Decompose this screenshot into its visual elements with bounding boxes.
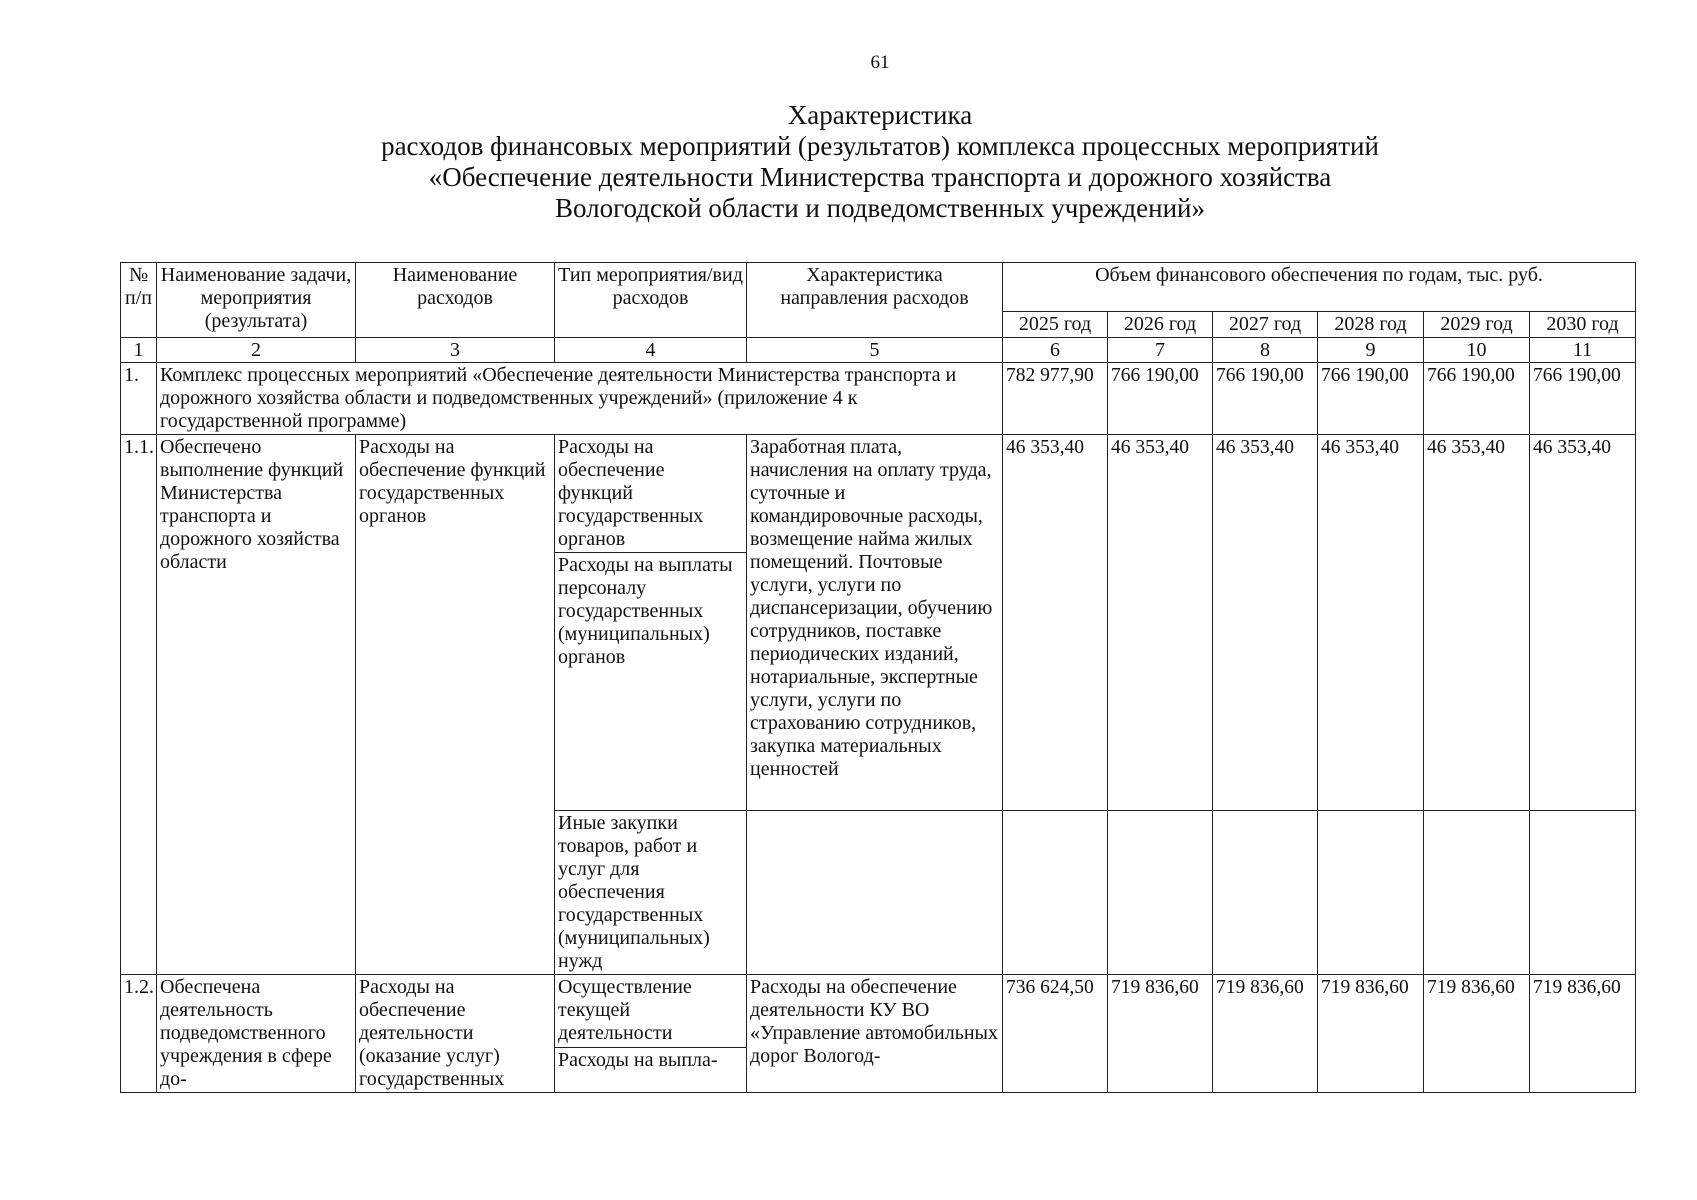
value-cell: 782 977,90 (1003, 363, 1108, 435)
column-number: 7 (1108, 338, 1213, 363)
header-num: № п/п (121, 263, 157, 338)
column-number: 8 (1213, 338, 1318, 363)
value-cell: 46 353,40 (1530, 435, 1636, 811)
header-year: 2030 год (1530, 312, 1636, 338)
column-number: 6 (1003, 338, 1108, 363)
row-event-type: Расходы на выпла- (555, 1048, 747, 1093)
title-line-1: Характеристика (787, 100, 973, 130)
expenses-table (120, 262, 1636, 1093)
row-expense-name: Расходы на обеспечение функций государственных органов (356, 435, 555, 975)
header-year: 2029 год (1424, 312, 1530, 338)
header-expense-name: Наименование расходов (356, 263, 555, 338)
document-title (240, 100, 1520, 224)
value-cell: 766 190,00 (1318, 363, 1424, 435)
row-expense-name: Расходы на обеспечение деятельности (оказание услуг) государственных (356, 975, 555, 1093)
column-number: 3 (356, 338, 555, 363)
empty-cell (747, 811, 1003, 975)
value-cell: 719 836,60 (1213, 975, 1318, 1093)
column-number: 4 (555, 338, 747, 363)
value-cell: 719 836,60 (1424, 975, 1530, 1093)
row-event-type: Осуществление текущей деятельности (555, 975, 747, 1048)
value-cell: 46 353,40 (1003, 435, 1108, 811)
column-number: 9 (1318, 338, 1424, 363)
value-cell: 766 190,00 (1424, 363, 1530, 435)
column-number: 5 (747, 338, 1003, 363)
value-cell: 46 353,40 (1318, 435, 1424, 811)
header-funding: Объем финансового обеспечения по годам, тыс. руб. (1003, 263, 1636, 312)
empty-cell (1003, 811, 1108, 975)
row-num: 1.1. (121, 435, 157, 975)
header-year: 2026 год (1108, 312, 1213, 338)
row-event-type: Иные закупки товаров, работ и услуг для обеспечения государственных (муниципальных) нужд (555, 811, 747, 975)
value-cell: 46 353,40 (1213, 435, 1318, 811)
value-cell: 736 624,50 (1003, 975, 1108, 1093)
table-row (121, 363, 1636, 435)
column-number: 1 (121, 338, 157, 363)
value-cell: 766 190,00 (1530, 363, 1636, 435)
value-cell: 719 836,60 (1318, 975, 1424, 1093)
header-row (121, 263, 1636, 312)
row-direction: Расходы на обеспечение деятельности КУ ВО «Управление автомобильных дорог Вологод- (747, 975, 1003, 1093)
title-line-3: «Обеспечение деятельности Министерства транспорта и дорожного хозяйства (428, 162, 1332, 192)
row-num: 1. (121, 363, 157, 435)
row-task: Обеспечена деятельность подведомственного учреждения в сфере до- (157, 975, 356, 1093)
column-number: 11 (1530, 338, 1636, 363)
row-event-type: Расходы на выплаты персоналу государственных (муниципальных) органов (555, 553, 747, 811)
empty-cell (1213, 811, 1318, 975)
row-direction: Заработная плата, начисления на оплату труда, суточные и командировочные расходы, возмещение найма жилых помещений. Почтовые услуги, услуги по диспансеризации, обучению сотрудников, поставке периодических изданий, нотариальные, экспертные услуги, услуги по страхованию сотрудников, закупка материальных ценностей (747, 435, 1003, 811)
empty-cell (1530, 811, 1636, 975)
row-task: Обеспечено выполнение функций Министерства транспорта и дорожного хозяйства области (157, 435, 356, 975)
empty-cell (1424, 811, 1530, 975)
value-cell: 46 353,40 (1424, 435, 1530, 811)
header-year: 2028 год (1318, 312, 1424, 338)
row-text: Комплекс процессных мероприятий «Обеспечение деятельности Министерства транспорта и дорожного хозяйства области и подведомственных учреждений» (приложение 4 к государственной программе) (157, 363, 1003, 435)
value-cell: 46 353,40 (1108, 435, 1213, 811)
header-task: Наименование задачи, мероприятия (результата) (157, 263, 356, 338)
header-event-type: Тип мероприятия/вид расходов (555, 263, 747, 338)
value-cell: 766 190,00 (1213, 363, 1318, 435)
title-line-4: Вологодской области и подведомственных учреждений» (555, 193, 1205, 223)
header-direction: Характеристика направления расходов (747, 263, 1003, 338)
page-number: 61 (870, 52, 890, 73)
title-line-2: расходов финансовых мероприятий (результатов) комплекса процессных мероприятий (381, 131, 1379, 161)
column-numbers-row (121, 338, 1636, 363)
value-cell: 766 190,00 (1108, 363, 1213, 435)
column-number: 2 (157, 338, 356, 363)
empty-cell (1108, 811, 1213, 975)
empty-cell (1318, 811, 1424, 975)
table-row (121, 975, 1636, 1048)
table-row (121, 435, 1636, 553)
value-cell: 719 836,60 (1530, 975, 1636, 1093)
header-year: 2027 год (1213, 312, 1318, 338)
header-year: 2025 год (1003, 312, 1108, 338)
row-num: 1.2. (121, 975, 157, 1093)
column-number: 10 (1424, 338, 1530, 363)
value-cell: 719 836,60 (1108, 975, 1213, 1093)
row-event-type: Расходы на обеспечение функций государственных органов (555, 435, 747, 553)
